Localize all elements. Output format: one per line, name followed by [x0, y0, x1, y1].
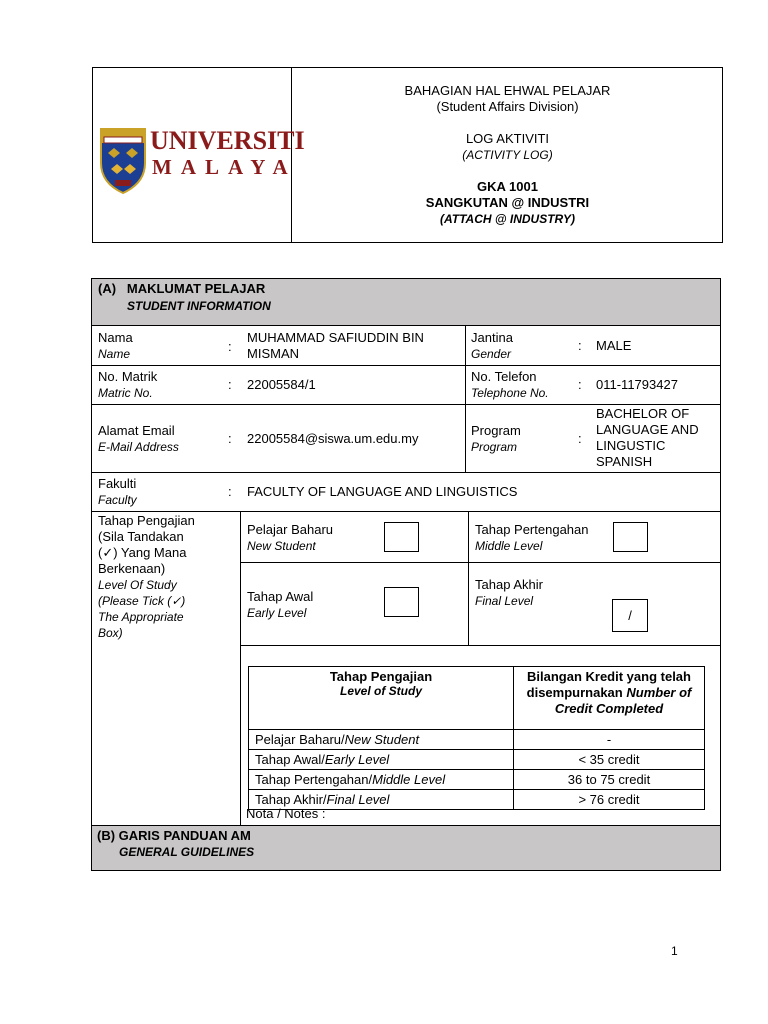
option-early-level-label	[247, 589, 313, 621]
logo-text-malaya: MALAYA	[152, 155, 297, 179]
name-value	[247, 330, 424, 362]
name-label-ms: Nama	[98, 330, 133, 345]
credit-cell: 36 to 75 credit	[514, 770, 705, 790]
name-value-line2: MISMAN	[247, 346, 299, 361]
email-label-en: E-Mail Address	[98, 440, 179, 454]
division-title-en: (Student Affairs Division)	[436, 99, 579, 114]
level-label-en-line: The Appropriate	[98, 610, 184, 624]
credit-table-head-level	[249, 667, 514, 730]
section-a-title: (A) MAKLUMAT PELAJAR	[98, 281, 266, 296]
credit-table	[248, 666, 705, 810]
course-name: SANGKUTAN @ INDUSTRI	[425, 195, 590, 210]
level-text: Tahap Akhir/	[255, 792, 327, 807]
program-colon: :	[578, 431, 582, 446]
row-line	[92, 404, 720, 405]
level-text: Tahap Pertengahan/	[255, 772, 373, 787]
section-a-subtitle: STUDENT INFORMATION	[127, 299, 271, 313]
phone-label-ms: No. Telefon	[471, 369, 537, 384]
credit-table-head-credit	[514, 667, 705, 730]
option-label-en: New Student	[247, 539, 316, 553]
program-value	[596, 406, 699, 470]
level-grid-left	[240, 511, 241, 871]
head-level-ms: Tahap Pengajian	[329, 669, 433, 684]
level-cell	[249, 750, 514, 770]
gender-label-ms: Jantina	[471, 330, 513, 345]
course-code: GKA 1001	[477, 179, 538, 194]
matric-label-ms: No. Matrik	[98, 369, 158, 384]
level-text-en: Final Level	[326, 792, 390, 807]
gender-colon: :	[578, 338, 582, 353]
col-line	[465, 326, 466, 472]
level-label-line: (Sila Tandakan	[98, 529, 184, 544]
level-label-en-line: (Please Tick (✓)	[98, 594, 186, 608]
option-label-ms: Pelajar Baharu	[247, 522, 333, 537]
level-of-study-label	[98, 513, 234, 641]
faculty-value: FACULTY OF LANGUAGE AND LINGUISTICS	[247, 484, 518, 499]
level-grid-row	[240, 645, 720, 646]
option-label-en: Final Level	[475, 594, 534, 608]
level-cell	[249, 730, 514, 750]
program-value-line: SPANISH	[596, 454, 653, 469]
division-title: BAHAGIAN HAL EHWAL PELAJAR	[404, 83, 611, 98]
level-grid-row	[240, 562, 720, 563]
log-title-en: (ACTIVITY LOG)	[462, 148, 553, 162]
email-value: 22005584@siswa.um.edu.my	[247, 431, 419, 446]
phone-value: 011-11793427	[596, 377, 678, 392]
final-level-checkbox[interactable]: /	[612, 599, 648, 632]
log-title: LOG AKTIVITI	[465, 131, 550, 146]
phone-label	[471, 369, 549, 401]
head-credit-line: disempurnakan	[526, 685, 623, 700]
level-label-line: Tahap Pengajian	[98, 513, 195, 528]
credit-table-header	[249, 667, 705, 730]
email-colon: :	[228, 431, 232, 446]
program-label-ms: Program	[471, 423, 521, 438]
faculty-colon: :	[228, 484, 232, 499]
name-value-line1: MUHAMMAD SAFIUDDIN BIN	[247, 330, 424, 345]
option-label-ms: Tahap Akhir	[475, 577, 543, 592]
credit-cell: > 76 credit	[514, 790, 705, 810]
phone-colon: :	[578, 377, 582, 392]
section-a-header	[92, 279, 720, 326]
level-text-en: New Student	[344, 732, 420, 747]
level-text: Pelajar Baharu/	[255, 732, 345, 747]
early-level-checkbox[interactable]	[384, 587, 419, 617]
program-value-line: BACHELOR OF	[596, 406, 690, 421]
gender-value: MALE	[596, 338, 632, 353]
row-line	[92, 365, 720, 366]
email-label-ms: Alamat Email	[98, 423, 175, 438]
gender-label-en: Gender	[471, 347, 512, 361]
new-student-checkbox[interactable]	[384, 522, 419, 552]
middle-level-checkbox[interactable]	[613, 522, 648, 552]
level-text-en: Middle Level	[372, 772, 446, 787]
program-label-en: Program	[471, 440, 518, 454]
faculty-label	[98, 476, 137, 508]
section-b-subtitle: GENERAL GUIDELINES	[119, 845, 255, 859]
name-label-en: Name	[98, 347, 131, 361]
program-value-line: LANGUAGE AND	[596, 422, 699, 437]
university-logo	[98, 125, 305, 197]
table-row	[249, 750, 705, 770]
option-new-student-label	[247, 522, 333, 554]
matric-colon: :	[228, 377, 232, 392]
head-credit-line-en: Number of	[626, 685, 692, 700]
head-credit-line: Bilangan Kredit yang telah	[527, 669, 691, 684]
matric-value: 22005584/1	[247, 377, 316, 392]
level-text-en: Early Level	[324, 752, 390, 767]
section-b-header	[92, 825, 720, 870]
page-number: 1	[671, 944, 678, 958]
program-label	[471, 423, 521, 455]
level-label-en-line: Level Of Study	[98, 578, 177, 592]
option-label-ms: Tahap Awal	[247, 589, 314, 604]
program-value-line: LINGUSTIC	[596, 438, 666, 453]
level-grid-mid	[468, 511, 469, 645]
credit-cell: < 35 credit	[514, 750, 705, 770]
email-label	[98, 423, 179, 455]
table-row	[249, 770, 705, 790]
faculty-label-ms: Fakulti	[98, 476, 137, 491]
credit-cell: -	[514, 730, 705, 750]
level-label-line: (✓) Yang Mana	[98, 545, 187, 560]
level-text: Tahap Awal/	[255, 752, 325, 767]
option-label-en: Early Level	[247, 606, 307, 620]
header-text	[292, 83, 723, 227]
university-crest-icon	[98, 125, 148, 195]
option-middle-level-label	[475, 522, 588, 554]
notes-label: Nota / Notes :	[246, 806, 326, 821]
option-label-ms: Tahap Pertengahan	[475, 522, 589, 537]
row-line	[92, 472, 720, 473]
matric-label	[98, 369, 157, 401]
head-credit-line-en: Credit Completed	[554, 701, 664, 716]
level-label-line: Berkenaan)	[98, 561, 166, 576]
phone-label-en: Telephone No.	[471, 386, 549, 400]
name-colon: :	[228, 339, 232, 354]
gender-label	[471, 330, 513, 362]
table-row	[249, 730, 705, 750]
name-label	[98, 330, 133, 362]
faculty-label-en: Faculty	[98, 493, 137, 507]
option-label-en: Middle Level	[475, 539, 543, 553]
head-level-en: Level of Study	[339, 684, 422, 698]
matric-label-en: Matric No.	[98, 386, 153, 400]
row-line	[92, 511, 720, 512]
course-name-en: (ATTACH @ INDUSTRY)	[439, 212, 576, 226]
logo-text-universiti: UNIVERSITI	[150, 126, 305, 155]
level-label-en-line: Box)	[98, 626, 123, 640]
level-cell	[249, 770, 514, 790]
option-final-level-label	[475, 577, 543, 609]
section-b-title: (B) GARIS PANDUAN AM	[97, 828, 251, 843]
